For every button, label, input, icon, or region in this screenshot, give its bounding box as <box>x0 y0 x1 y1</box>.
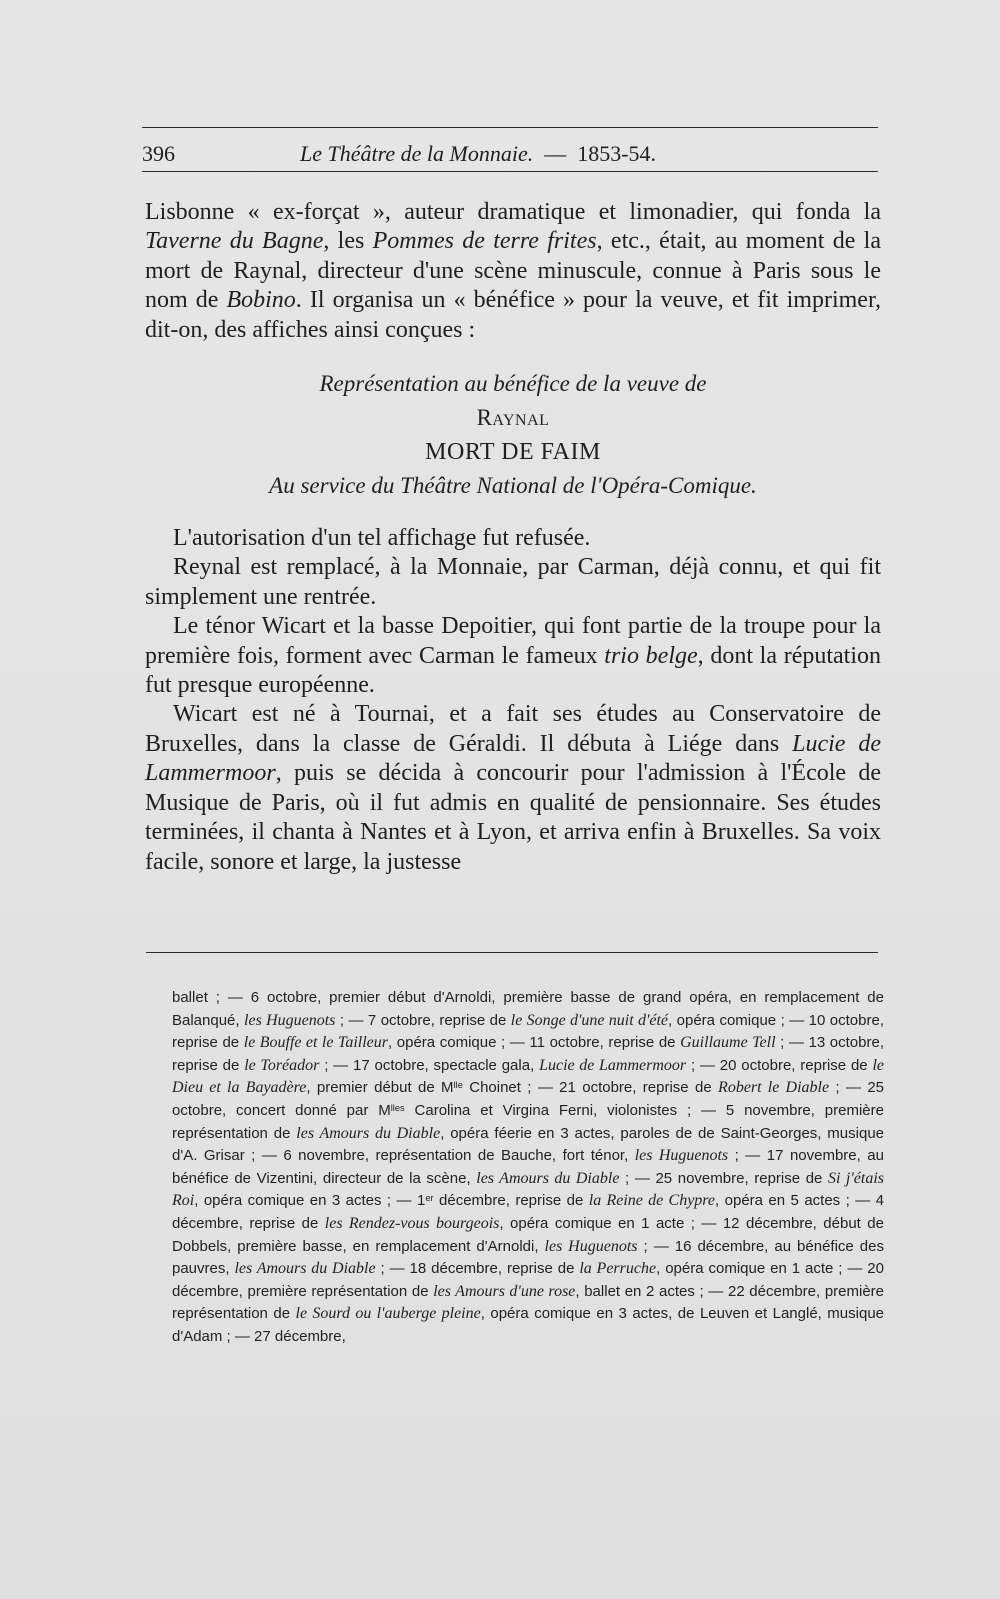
running-head <box>142 137 878 171</box>
main-text <box>145 198 881 877</box>
running-title-dash: — <box>544 141 567 166</box>
header-rule-bottom <box>142 171 878 172</box>
header-rule-top <box>142 127 878 128</box>
paragraph-2: L'autorisation d'un tel affichage fut refusée. <box>173 525 591 552</box>
poster-line-4: Au service du Théâtre National de l'Opéra-Comique. <box>269 473 757 499</box>
running-title-text: Le Théâtre de la Monnaie. <box>300 141 534 166</box>
paragraph-5: Wicart est né à Tournai, et a fait ses études au Conservatoire de Bruxelles, dans la classe de Géraldi. Il débuta à Liége dans Lucie de Lammermoor, puis se décida à concourir pour l'admission à l'École de Musique de Paris, où il fut admis en qualité de pensionnaire. Ses études terminées, il chanta à Nantes et à Lyon, et arriva enfin à Bruxelles. Sa voix facile, sonore et large, la justesse <box>145 701 881 875</box>
poster-quote <box>145 367 881 503</box>
page-number: 396 <box>142 141 175 166</box>
running-title <box>300 137 656 171</box>
paragraph-4: Le ténor Wicart et la basse Depoitier, qui font partie de la troupe pour la première fois, forment avec Carman le fameux trio belge, dont la réputation fut presque européenne. <box>145 613 881 699</box>
footnote-rule <box>146 952 878 953</box>
poster-line-1: Représentation au bénéfice de la veuve de <box>319 371 707 397</box>
poster-line-2: Raynal <box>476 405 550 431</box>
footnote-text: ballet ; — 6 octobre, premier début d'Arnoldi, première basse de grand opéra, en remplacement de Balanqué, les Huguenots ; — 7 octobre, reprise de le Songe d'une nuit d'été, opéra comique ; — 10 octobre, reprise de le Bouffe et le Tailleur, opéra comique ; — 11 octobre, reprise de Guillaume Tell ; — 13 octobre, reprise de le Toréador ; — 17 octobre, spectacle gala, Lucie de Lammermoor ; — 20 octobre, reprise de le Dieu et la Bayadère, premier début de $M^{lle}$ Choinet ; — 21 octobre, reprise de Robert le Diable ; — 25 octobre, concert donné par $M^{lles}$ Carolina et Virgina Ferni, violonistes ; — 5 novembre, première représentation de les Amours du Diable, opéra féerie en 3 actes, paroles de de Saint-Georges, musique d'A. Grisar ; — 6 novembre, représentation de Bauche, fort ténor, les Huguenots ; — 17 novembre, au bénéfice de Vizentini, directeur de la scène, les Amours du Diable ; — 25 novembre, reprise de Si j'étais Roi, opéra comique en 3 actes ; — 1er décembre, reprise de la Reine de Chypre, opéra en 5 actes ; — 4 décembre, reprise de les Rendez-vous bourgeois, opéra comique en 1 acte ; — 12 décembre, début de Dobbels, première basse, en remplacement d'Arnoldi, les Huguenots ; — 16 décembre, au bénéfice des pauvres, les Amours du Diable ; — 18 décembre, reprise de la Perruche, opéra comique en 1 acte ; — 20 décembre, première représentation de les Amours d'une rose, ballet en 2 actes ; — 22 décembre, première représentation de le Sourd ou l'auberge pleine, opéra comique en 3 actes, de Leuven et Langlé, musique d'Adam ; — 27 décembre, <box>172 989 885 1345</box>
running-title-years: 1853-54. <box>577 141 657 166</box>
poster-line-3: MORT DE FAIM <box>425 439 601 466</box>
paragraph-1: Lisbonne « ex-forçat », auteur dramatique et limonadier, qui fonda la Taverne du Bagne, les Pommes de terre frites, etc., était, au moment de la mort de Raynal, directeur d'une scène minuscule, connue à Paris sous le nom de Bobino. Il organisa un « bénéfice » pour la veuve, et fit imprimer, dit-on, des affiches ainsi conçues : <box>145 199 881 343</box>
paragraph-3: Reynal est remplacé, à la Monnaie, par Carman, déjà connu, et qui fit simplement une rentrée. <box>145 554 881 610</box>
footnote <box>172 987 884 1349</box>
